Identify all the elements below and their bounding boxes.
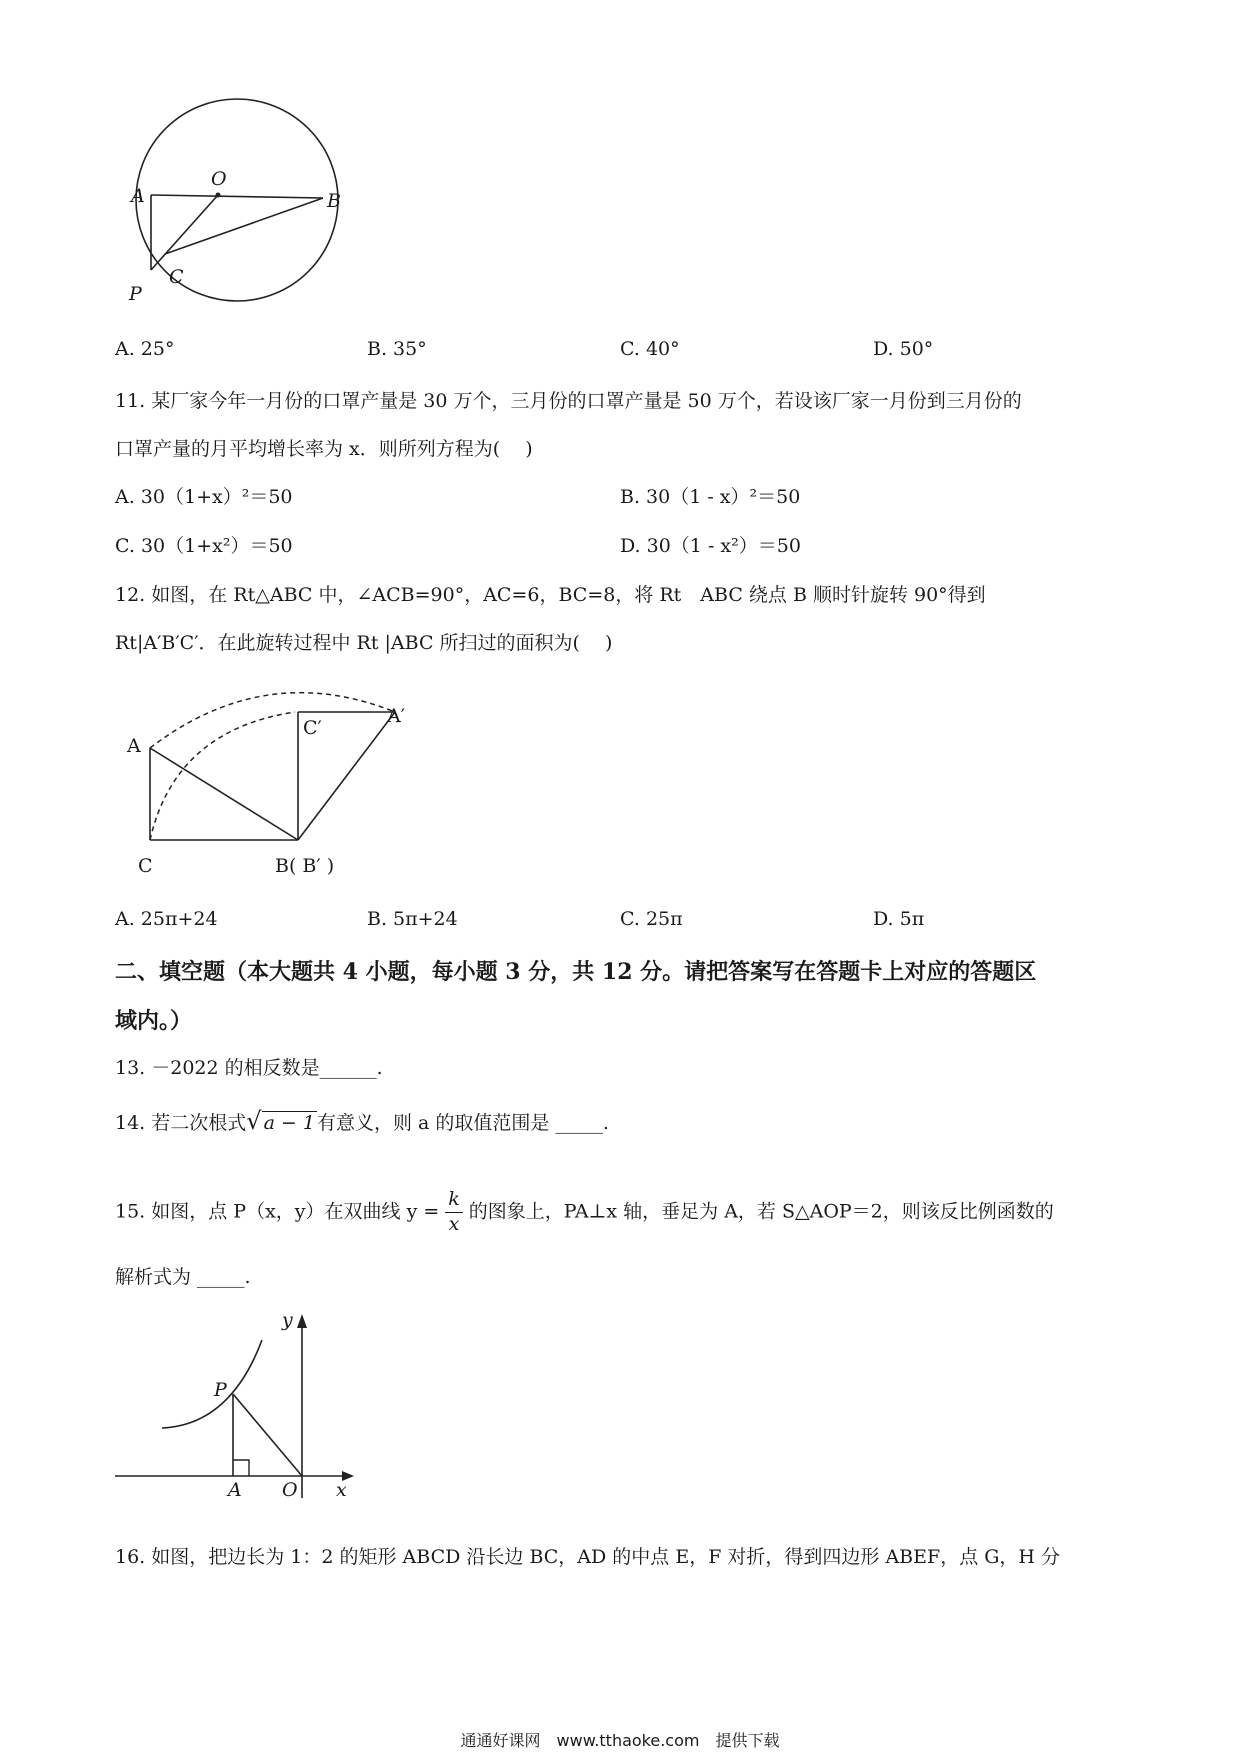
figure-q15-hyperbola xyxy=(110,1310,370,1500)
label-y: y xyxy=(282,1310,293,1331)
point-O xyxy=(216,193,221,198)
circle-O xyxy=(136,99,338,301)
q15-text-after: 的图象上，PA⊥x 轴，垂足为 A，若 S△AOP＝2，则该反比例函数的 xyxy=(468,1200,1054,1223)
q15-line-1 xyxy=(115,1188,1054,1237)
q14-text-before: 14. 若二次根式 xyxy=(115,1112,247,1134)
segment-PO xyxy=(233,1394,302,1476)
segment-AB xyxy=(150,748,298,840)
right-angle-mark xyxy=(233,1460,249,1476)
fraction-k-over-x xyxy=(445,1188,463,1237)
label-C-prime: C′ xyxy=(303,717,322,739)
q10-option-b: B. 35° xyxy=(367,338,427,360)
q12-option-b: B. 5π+24 xyxy=(367,908,458,930)
q10-option-a: A. 25° xyxy=(115,338,175,360)
q11-line-2: 口罩产量的月平均增长率为 x．则所列方程为( ) xyxy=(115,438,533,460)
label-B-B-prime: B( B′ ) xyxy=(275,855,335,877)
label-A: A xyxy=(131,185,145,207)
q12-line-2: Rt|A′B′C′．在此旋转过程中 Rt |ABC 所扫过的面积为( ) xyxy=(115,632,613,654)
q11-line-1: 11. 某厂家今年一月份的口罩产量是 30 万个，三月份的口罩产量是 50 万个，若设该厂家一月份到三月份的 xyxy=(115,390,1022,412)
segment-CB xyxy=(165,198,323,254)
label-A-prime: A′ xyxy=(387,705,406,727)
q14-text xyxy=(115,1107,609,1135)
label-P: P xyxy=(214,1379,227,1401)
sqrt-symbol: √ xyxy=(246,1107,262,1135)
label-P: P xyxy=(129,283,142,305)
q11-option-c: C. 30（1+x²）＝50 xyxy=(115,535,293,557)
segment-PB xyxy=(151,195,218,270)
q14-text-after: 有意义，则 a 的取值范围是 _____. xyxy=(316,1112,609,1134)
q10-option-c: C. 40° xyxy=(620,338,680,360)
label-O: O xyxy=(211,168,227,190)
q12-option-a: A. 25π+24 xyxy=(115,908,218,930)
q12-option-d: D. 5π xyxy=(873,908,925,930)
q10-option-d: D. 50° xyxy=(873,338,934,360)
q15-text-before: 15. 如图，点 P（x，y）在双曲线 y = xyxy=(115,1200,440,1223)
figure-q12-rotation xyxy=(115,690,435,890)
y-axis-arrow xyxy=(297,1314,307,1328)
label-C: C xyxy=(138,855,153,877)
q12-line-1: 12. 如图，在 Rt△ABC 中，∠ACB=90°，AC=6，BC=8，将 Rt ABC 绕点 B 顺时针旋转 90°得到 xyxy=(115,584,986,606)
q11-option-b: B. 30（1 - x）²＝50 xyxy=(620,486,801,508)
arc-C-to-C-prime xyxy=(150,712,295,840)
section-2-heading-line-2: 域内。） xyxy=(115,1008,193,1034)
arc-A-to-A-prime xyxy=(150,693,395,748)
q11-option-d: D. 30（1 - x²）＝50 xyxy=(620,535,801,557)
q12-option-c: C. 25π xyxy=(620,908,683,930)
segment-AB xyxy=(151,195,323,198)
q13-text: 13. －2022 的相反数是______. xyxy=(115,1057,383,1079)
q11-option-a: A. 30（1+x）²＝50 xyxy=(115,486,293,508)
fraction-numerator: k xyxy=(445,1188,463,1213)
label-A: A xyxy=(127,735,141,757)
fraction-denominator: x xyxy=(448,1212,460,1235)
q15-line-2: 解析式为 _____. xyxy=(115,1266,251,1288)
page-footer: 通通好课网 www.tthaoke.com 提供下载 xyxy=(460,1731,780,1750)
label-A: A xyxy=(228,1479,242,1500)
q14-radicand: a − 1 xyxy=(263,1112,315,1134)
label-B: B xyxy=(327,190,341,212)
q16-line-1: 16. 如图，把边长为 1：2 的矩形 ABCD 沿长边 BC，AD 的中点 E，F 对折，得到四边形 ABEF，点 G，H 分 xyxy=(115,1546,1061,1568)
label-x: x xyxy=(336,1479,347,1500)
label-C: C xyxy=(169,266,184,288)
figure-q10-circle xyxy=(115,80,355,310)
hyperbola-branch xyxy=(162,1340,262,1428)
label-O: O xyxy=(282,1479,298,1500)
section-2-heading-line-1: 二、填空题（本大题共 4 小题，每小题 3 分，共 12 分。请把答案写在答题卡上对应的答题区 xyxy=(115,959,1037,985)
